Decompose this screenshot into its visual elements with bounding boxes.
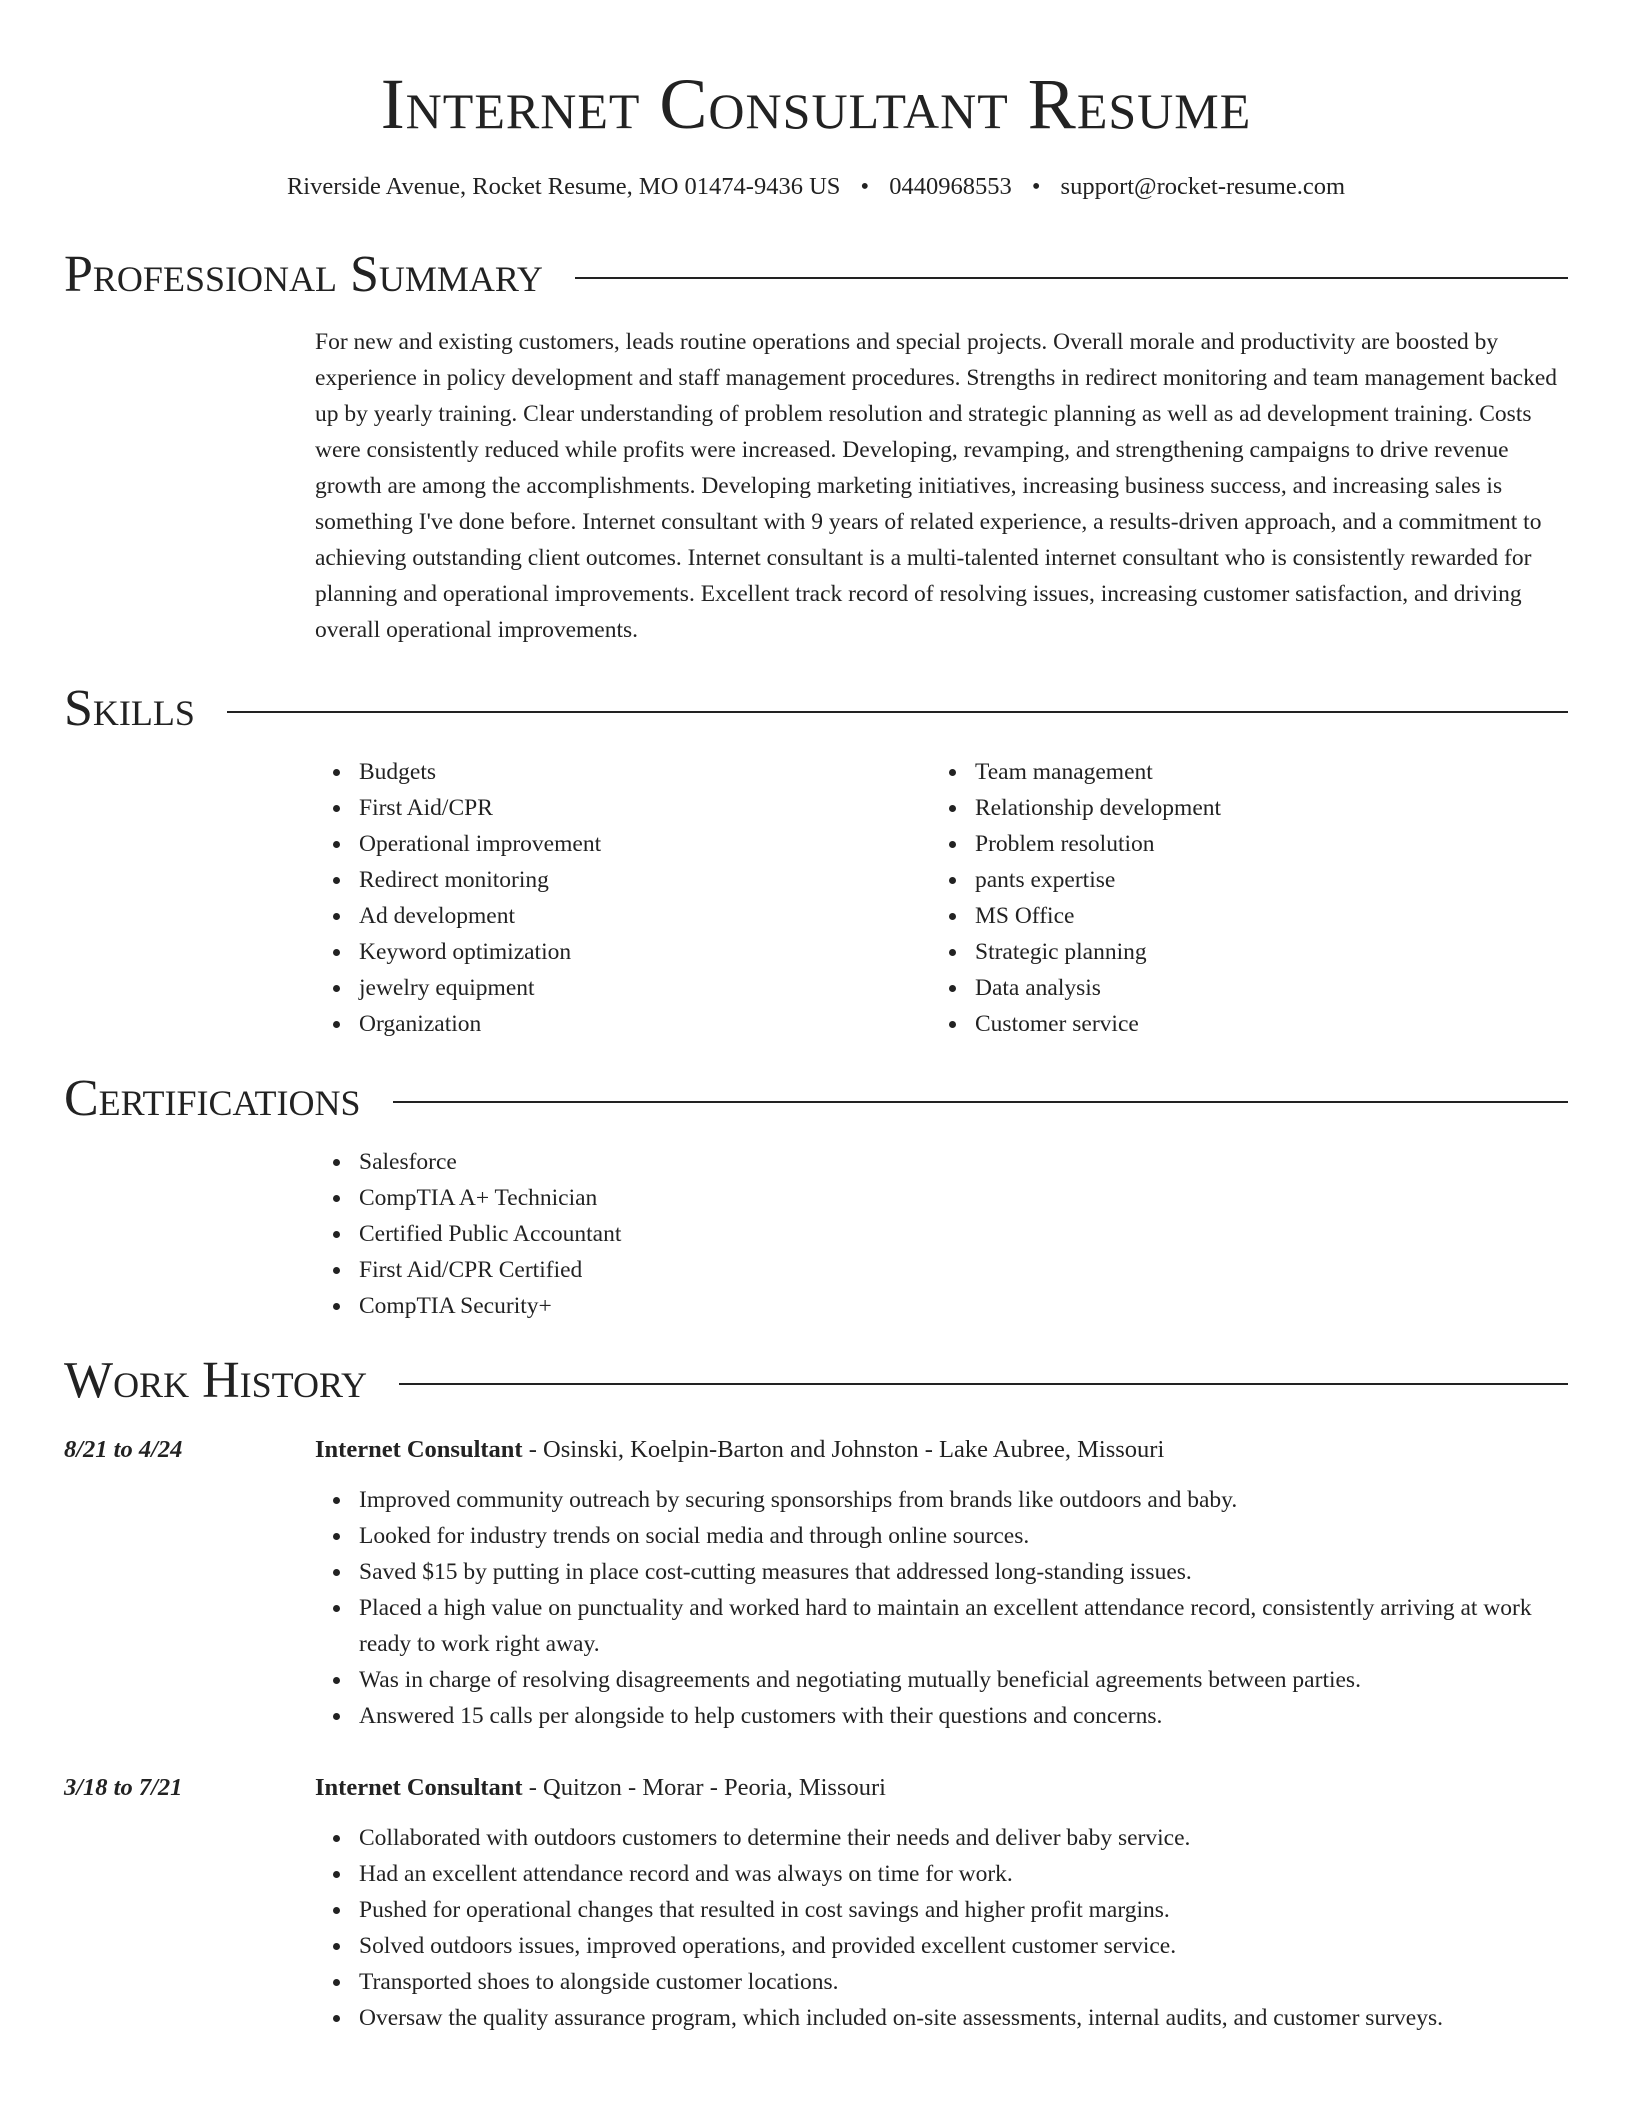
contact-address: Riverside Avenue, Rocket Resume, MO 01474-9436 US [286,173,841,200]
contact-line [64,170,1568,204]
skill-item: pants expertise [931,862,1547,898]
skill-item: Data analysis [931,970,1547,1006]
work-history-section-header [64,1346,1568,1416]
skill-item: Ad development [315,898,931,934]
job-bullet: Answered 15 calls per alongside to help customers with their questions and concerns. [315,1698,1568,1734]
job-title-line [315,1770,1568,1806]
job-bullet: Saved $15 by putting in place cost-cutting measures that addressed long-standing issues. [315,1554,1568,1590]
section-divider [575,277,1568,279]
job-entry [64,1432,1568,1734]
job-bullet: Had an excellent attendance record and was always on time for work. [315,1856,1568,1892]
job-entry [64,1770,1568,2036]
skill-item: jewelry equipment [315,970,931,1006]
certification-item: Salesforce [315,1144,1568,1180]
skills-grid [315,754,1568,1042]
work-history-heading: Work History [64,1352,368,1409]
summary-heading: Professional Summary [64,246,543,303]
certification-item: Certified Public Accountant [315,1216,1568,1252]
skill-item: Strategic planning [931,934,1547,970]
summary-text: For new and existing customers, leads routine operations and special projects. Overall morale and productivity are boosted by experience in policy development and staff management procedures. Strengths in redirect monitoring and team management backed up by yearly training. Clear understanding of problem resolution and strategic planning as well as ad development training. Costs were consistently reduced while profits were increased. Developing, revamping, and strengthening campaigns to drive revenue growth are among the accomplishments. Developing marketing initiatives, increasing business success, and increasing sales is something I've done before. Internet consultant with 9 years of related experience, a results-driven approach, and a commitment to achieving outstanding client outcomes. Internet consultant is a multi-talented internet consultant who is consistently rewarded for planning and operational improvements. Excellent track record of resolving issues, increasing customer satisfaction, and driving overall operational improvements. [315,329,1558,643]
job-bullet-list [315,1482,1568,1734]
job-details [315,1770,1568,2036]
job-bullet: Looked for industry trends on social media and through online sources. [315,1518,1568,1554]
resume-page [64,0,1568,2036]
job-role: Internet Consultant [315,1774,523,1801]
summary-section-header [64,240,1568,310]
contact-separator: • [860,173,870,200]
skill-item: Budgets [315,754,931,790]
skill-item: Operational improvement [315,826,931,862]
job-bullet: Pushed for operational changes that resulted in cost savings and higher profit margins. [315,1892,1568,1928]
job-bullet: Placed a high value on punctuality and worked hard to maintain an excellent attendance record, consistently arriving at work ready to work right away. [315,1590,1568,1662]
skill-item: MS Office [931,898,1547,934]
job-bullet: Improved community outreach by securing sponsorships from brands like outdoors and baby. [315,1482,1568,1518]
certifications-list [315,1144,1568,1324]
skills-section-header [64,674,1568,744]
skill-item: Keyword optimization [315,934,931,970]
job-bullet: Was in charge of resolving disagreements and negotiating mutually beneficial agreements between parties. [315,1662,1568,1698]
skill-item: Organization [315,1006,931,1042]
skill-item: Customer service [931,1006,1547,1042]
certifications-section-header [64,1064,1568,1134]
job-title-line [315,1432,1568,1468]
certification-item: CompTIA A+ Technician [315,1180,1568,1216]
skill-item: Problem resolution [931,826,1547,862]
job-dates: 3/18 to 7/21 [64,1774,183,1801]
certifications-heading: Certifications [64,1070,361,1127]
skill-item: Team management [931,754,1547,790]
skills-list-left [315,754,931,1042]
certification-item: CompTIA Security+ [315,1288,1568,1324]
job-employer: - Osinski, Koelpin-Barton and Johnston - Lake Aubree, Missouri [522,1436,1165,1463]
job-employer: - Quitzon - Morar - Peoria, Missouri [522,1774,886,1801]
job-role: Internet Consultant [315,1436,523,1463]
skill-item: Redirect monitoring [315,862,931,898]
skills-heading: Skills [64,680,195,737]
job-bullet: Transported shoes to alongside customer locations. [315,1964,1568,2000]
contact-email: support@rocket-resume.com [1060,173,1346,200]
job-bullet: Solved outdoors issues, improved operations, and provided excellent customer service. [315,1928,1568,1964]
section-divider [399,1383,1568,1385]
resume-title: Internet Consultant Resume [380,64,1252,144]
skill-item: Relationship development [931,790,1547,826]
job-bullet-list [315,1820,1568,2036]
skills-list-right [931,754,1547,1042]
contact-separator: • [1031,173,1041,200]
job-details [315,1432,1568,1734]
section-divider [393,1101,1568,1103]
job-bullet: Collaborated with outdoors customers to determine their needs and deliver baby service. [315,1820,1568,1856]
contact-phone: 0440968553 [889,173,1012,200]
certification-item: First Aid/CPR Certified [315,1252,1568,1288]
section-divider [227,711,1568,713]
skill-item: First Aid/CPR [315,790,931,826]
job-bullet: Oversaw the quality assurance program, which included on-site assessments, internal audits, and customer surveys. [315,2000,1568,2036]
job-dates: 8/21 to 4/24 [64,1436,183,1463]
